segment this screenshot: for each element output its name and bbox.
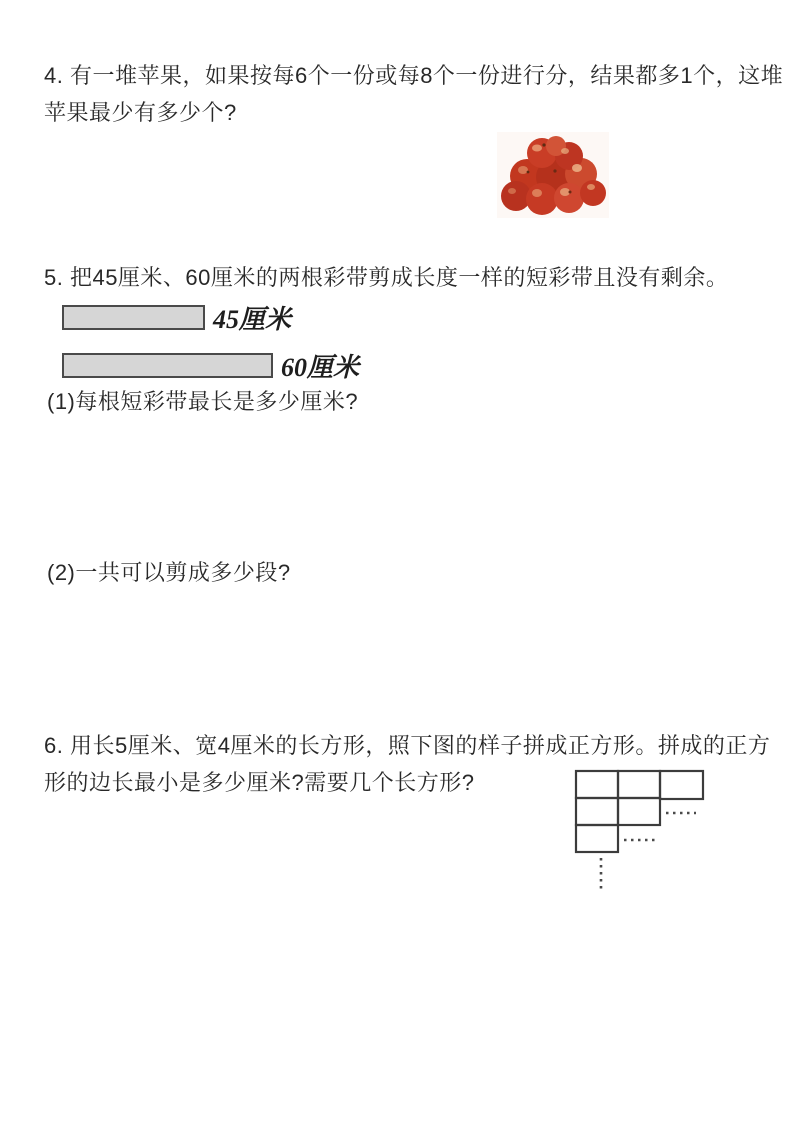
- question-5-text: [44, 259, 728, 296]
- ribbon-bar-45: [62, 305, 205, 330]
- ribbon-bar-60: [62, 353, 273, 378]
- question-6-line-1: 6. 用长5厘米、宽4厘米的长方形，照下图的样子拼成正方形。拼成的正方: [44, 733, 771, 758]
- apples-photo-drawing: [497, 132, 609, 218]
- question-5-part-1: (1)每根短彩带最长是多少厘米?: [47, 389, 359, 414]
- question-4-text: [44, 57, 783, 131]
- ribbon-row-60: [62, 347, 359, 384]
- ribbon-label-60: 60厘米: [281, 353, 360, 382]
- rectangle-tiling-diagram: [574, 768, 739, 893]
- question-6-line-2: 形的边长最小是多少厘米?需要几个长方形?: [44, 770, 475, 795]
- ribbon-row-45: [62, 299, 359, 336]
- question-4-line-2: 苹果最少有多少个?: [44, 100, 237, 125]
- question-5-line-1: 5. 把45厘米、60厘米的两根彩带剪成长度一样的短彩带且没有剩余。: [44, 265, 729, 290]
- ribbon-label-45: 45厘米: [213, 305, 292, 334]
- question-5-part-2: (2)一共可以剪成多少段?: [47, 560, 291, 585]
- question-4-line-1: 4. 有一堆苹果，如果按每6个一份或每8个一份进行分，结果都多1个，这堆: [44, 63, 784, 88]
- ribbon-figure: [62, 299, 359, 395]
- tiling-diagram-drawing: [574, 768, 739, 893]
- apples-photo: [497, 132, 609, 218]
